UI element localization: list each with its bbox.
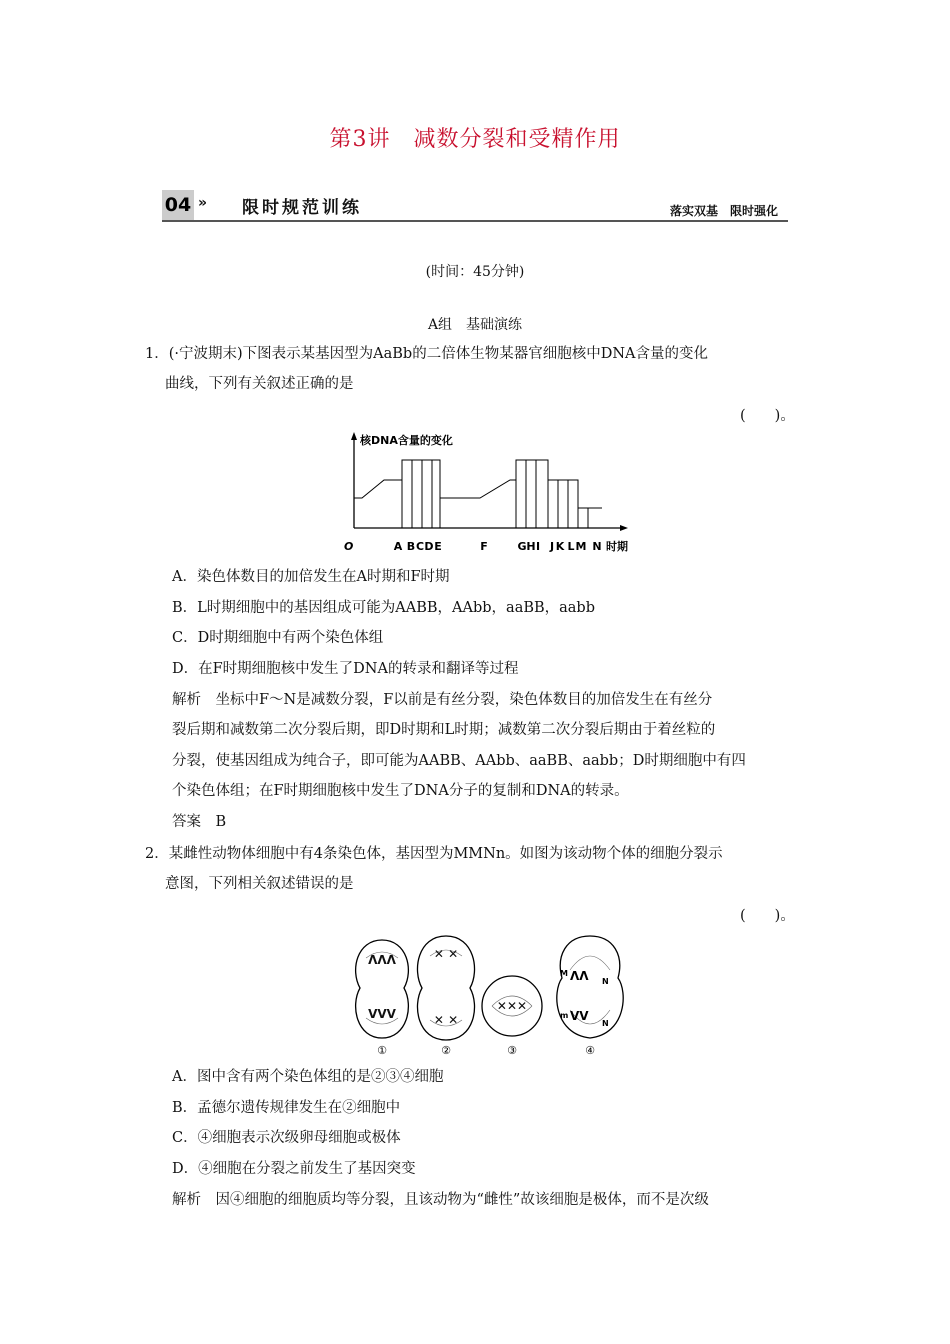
cell-label: ①: [377, 1044, 387, 1057]
q2-stem-line2: 意图，下列相关叙述错误的是: [165, 876, 354, 892]
banner-rule: [162, 220, 788, 222]
svg-text:ᐱᐱᐱ: ᐱᐱᐱ: [368, 953, 396, 967]
cell-label: ②: [441, 1044, 451, 1057]
gene-label: M: [560, 969, 568, 978]
section-number-badge: 04: [162, 190, 194, 220]
time-note: (时间：45分钟): [425, 264, 525, 280]
q1-option-b: B．L时期细胞中的基因组成可能为AABB，AAbb，aaBB，aabb: [172, 600, 595, 616]
chart-xtick: K: [555, 540, 565, 553]
chart-xtick: D: [424, 540, 434, 553]
cell-label: ③: [507, 1044, 517, 1057]
chart-xtick: M: [575, 540, 587, 553]
svg-text:✕✕✕: ✕✕✕: [496, 999, 528, 1013]
chart-xtick: G: [517, 540, 527, 553]
q1-analysis-line: 裂后期和减数第二次分裂后期，即D时期和L时期；减数第二次分裂后期由于着丝粒的: [172, 722, 716, 738]
group-heading: A组 基础演练: [427, 317, 523, 333]
chart-xtick: N: [592, 540, 602, 553]
svg-text:ᐱᐱ: ᐱᐱ: [570, 969, 589, 983]
svg-text:ᐯᐯ: ᐯᐯ: [570, 1009, 589, 1023]
q2-option-b: B．孟德尔遗传规律发生在②细胞中: [172, 1100, 401, 1116]
chart-xtick: J: [549, 540, 555, 553]
q2-option-a: A．图中含有两个染色体组的是②③④细胞: [172, 1069, 444, 1085]
q1-stem-line1: 1．(·宁波期末)下图表示某基因型为AaBb的二倍体生物某器官细胞核中DNA含量的变化: [145, 346, 708, 362]
chart-xtick: E: [434, 540, 442, 553]
section-title: 限时规范训练: [242, 198, 362, 218]
section-tagline: 落实双基 限时强化: [669, 204, 778, 218]
chart-xtick: B: [406, 540, 416, 553]
q1-stem-line2: 曲线，下列有关叙述正确的是: [165, 376, 354, 392]
svg-text:✕ ✕: ✕ ✕: [433, 947, 459, 961]
section-banner: [162, 190, 788, 222]
chart-ylabel: 核DNA含量的变化: [360, 434, 453, 447]
q1-analysis-line: 个染色体组；在F时期细胞核中发生了DNA分子的复制和DNA的转录。: [172, 783, 629, 799]
q1-dna-chart: [340, 432, 640, 556]
q2-analysis-line: 解析 因④细胞的细胞质均等分裂，且该动物为“雌性”故该细胞是极体，而不是次级: [172, 1192, 709, 1208]
gene-label: N: [602, 977, 609, 986]
chart-xtick: I: [535, 540, 541, 553]
q1-option-d: D．在F时期细胞核中发生了DNA的转录和翻译等过程: [172, 661, 519, 677]
chart-xtick: L: [567, 540, 575, 553]
chart-xtick: H: [526, 540, 536, 553]
q1-analysis-line: 解析 坐标中F～N是减数分裂，F以前是有丝分裂，染色体数目的加倍发生在有丝分: [172, 692, 713, 708]
chart-origin: O: [344, 540, 354, 553]
q1-analysis-line: 分裂，使基因组成为纯合子，即可能为AABB、AAbb、aaBB、aabb；D时期细胞中有四: [172, 753, 746, 769]
cell-4-outline: [557, 936, 623, 1038]
cell-label: ④: [585, 1044, 595, 1057]
chart-xtick: A: [393, 540, 403, 553]
q1-option-a: A．染色体数目的加倍发生在A时期和F时期: [172, 569, 450, 585]
q2-stem-line1: 2．某雌性动物体细胞中有4条染色体，基因型为MMNn。如图为该动物个体的细胞分裂示: [145, 846, 723, 862]
chart-xtick: F: [480, 540, 488, 553]
q2-cell-diagram: [352, 930, 628, 1060]
chart-xlabel: 时期: [606, 540, 628, 553]
gene-label: N: [602, 1019, 609, 1028]
q1-option-c: C．D时期细胞中有两个染色体组: [172, 630, 384, 646]
svg-text:ᐯᐯᐯ: ᐯᐯᐯ: [368, 1007, 396, 1021]
gene-label: m: [560, 1011, 569, 1020]
q2-option-d: D．④细胞在分裂之前发生了基因突变: [172, 1161, 416, 1177]
q1-answer: 答案 B: [172, 814, 227, 830]
q1-answer-blank: ( )。: [740, 408, 795, 424]
q2-option-c: C．④细胞表示次级卵母细胞或极体: [172, 1130, 401, 1146]
svg-text:✕ ✕: ✕ ✕: [433, 1013, 459, 1027]
page-title: 第3讲 减数分裂和受精作用: [329, 127, 621, 152]
chart-xtick: C: [415, 540, 425, 553]
chevron-icon: »: [198, 195, 208, 211]
q2-answer-blank: ( )。: [740, 908, 795, 924]
